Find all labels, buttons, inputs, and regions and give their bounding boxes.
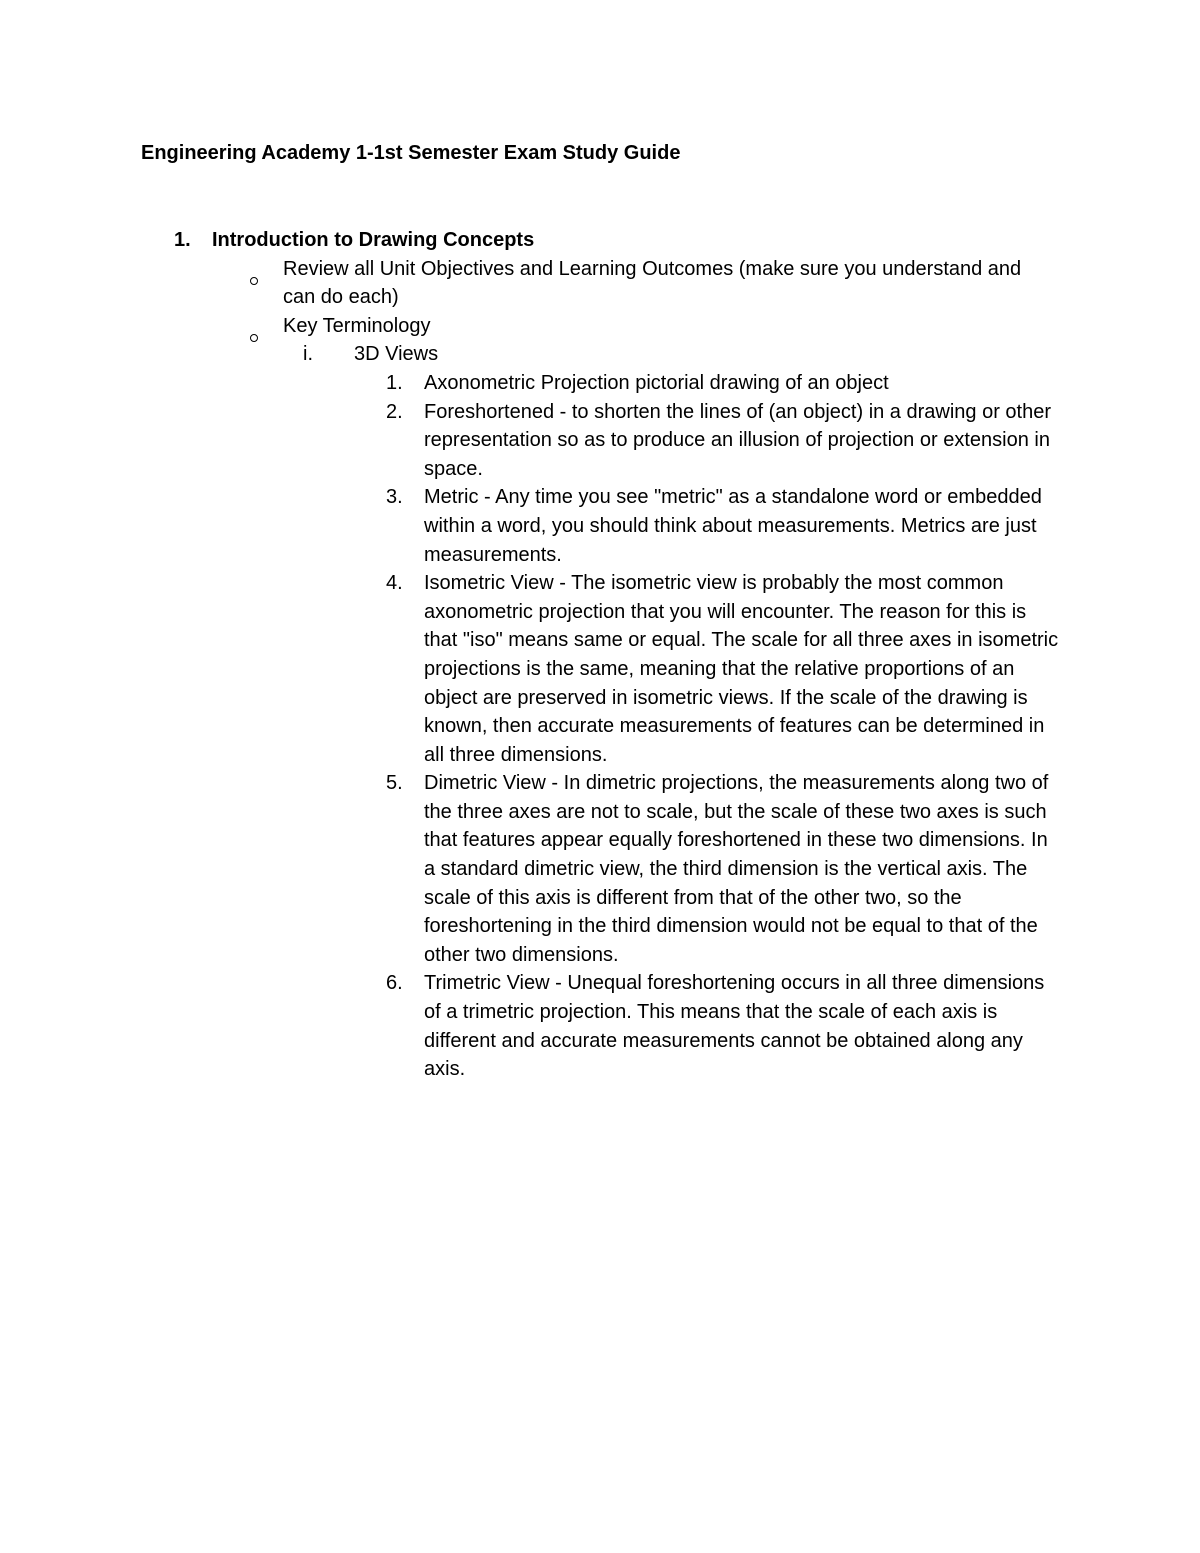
term-text: Dimetric View - In dimetric projections, the measurements along two of the three axes are not to scale, but the scale of these two axes is such that features appear equally foreshortened in these two dimensions. In a standard dimetric view, the third dimension is the vertical axis. The scale of this axis is different from that of the other two, so the foreshortening in the third dimension would not be equal to that of the other two dimensions. [424,772,1049,966]
term-number: 2. [386,400,403,423]
term-text: Trimetric View - Unequal foreshortening occurs in all three dimensions of a trimetric projection. This means that the scale of each axis is different and accurate measurements cannot be obtained along any axis. [424,972,1045,1081]
term-item [0,483,1200,569]
term-text: Foreshortened - to shorten the lines of (an object) in a drawing or other representation so as to produce an illusion of projection or extension in space. [424,400,1052,480]
subsection-heading-row [0,340,1200,369]
term-item [0,569,1200,769]
subsection-number: i. [303,343,313,366]
term-item [0,769,1200,969]
bullet-text: Review all Unit Objectives and Learning Outcomes (make sure you understand and can do each) [283,257,1022,309]
term-text: Isometric View - The isometric view is probably the most common axonometric projection that you will encounter. The reason for this is that "iso" means same or equal. The scale for all three axes in isometric projections is the same, meaning that the relative proportions of an object are preserved in isometric views. If the scale of the drawing is known, then accurate measurements of features can be determined in all three dimensions. [424,572,1059,766]
term-number: 5. [386,772,403,795]
term-number: 3. [386,486,403,509]
section-heading: Introduction to Drawing Concepts [212,229,535,251]
section-heading-row [0,226,1200,255]
term-item [0,369,1200,398]
section-number: 1. [174,229,191,251]
term-item [0,969,1200,1083]
bullet-item-review-objectives [0,255,1200,312]
bullet-item-key-terminology [0,312,1200,341]
term-number: 6. [386,972,403,995]
term-number: 4. [386,572,403,595]
study-guide-content [0,226,1200,1084]
subsection-heading: 3D Views [354,343,439,366]
term-number: 1. [386,371,403,394]
term-text: Metric - Any time you see "metric" as a standalone word or embedded within a word, you should think about measurements. Metrics are just measurements. [424,486,1042,566]
term-item [0,398,1200,484]
hollow-circle-bullet-icon [250,265,258,294]
bullet-text: Key Terminology [283,314,431,337]
term-text: Axonometric Projection pictorial drawing of an object [424,371,889,394]
document-title: Engineering Academy 1-1st Semester Exam Study Guide [141,142,681,164]
